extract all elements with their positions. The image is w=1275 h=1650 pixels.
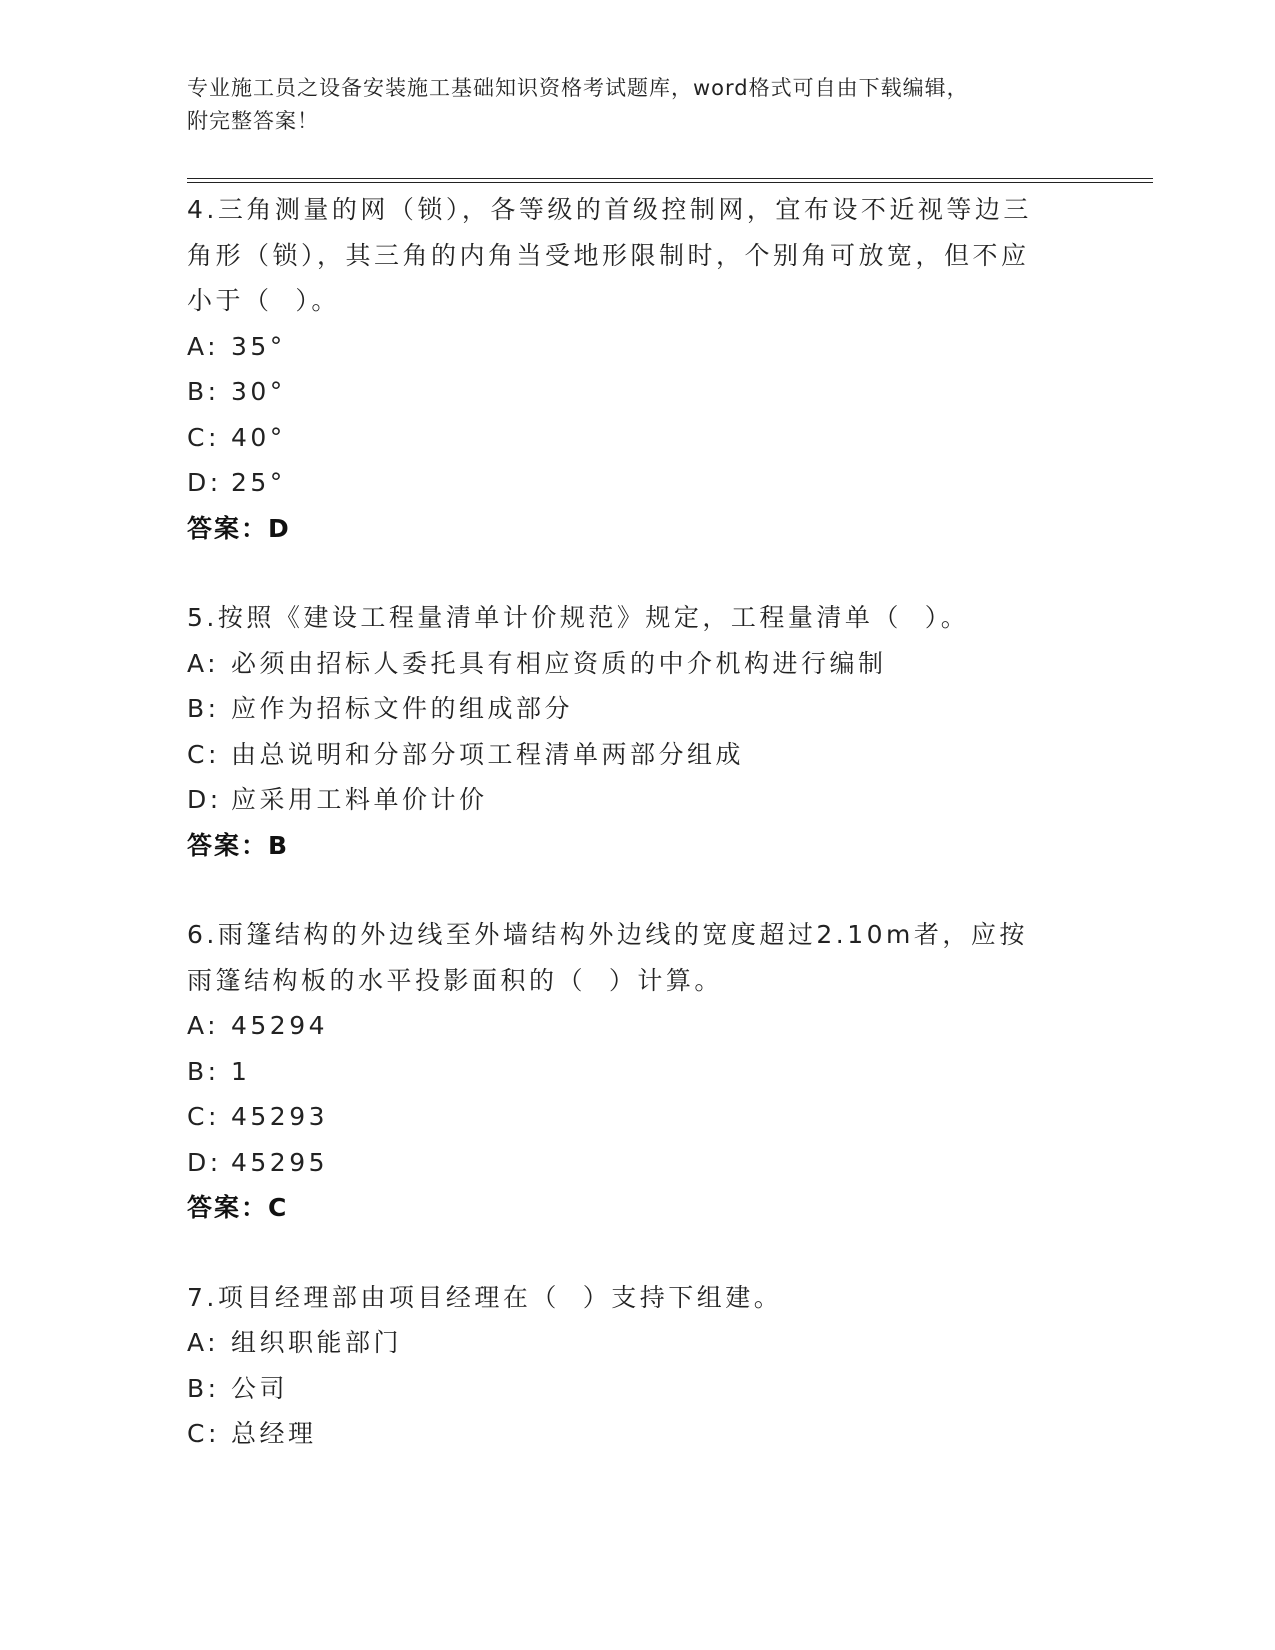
option-c <box>187 732 1067 778</box>
option-text: 45295 <box>231 1147 329 1177</box>
question-stem: 项目经理部由项目经理在（ ）支持下组建。 <box>217 1282 783 1312</box>
question-text <box>187 912 1032 1003</box>
answer-value: C <box>268 1193 287 1222</box>
option-letter: C: <box>187 1102 220 1131</box>
question-4 <box>187 187 1032 551</box>
option-text: 40° <box>231 422 286 452</box>
option-a <box>187 324 1032 370</box>
header-line-1: 专业施工员之设备安装施工基础知识资格考试题库，word格式可自由下载编辑， <box>187 76 969 100</box>
option-b <box>187 369 1032 415</box>
option-text: 组织职能部门 <box>231 1328 403 1357</box>
option-b <box>187 686 1067 732</box>
question-stem: 三角测量的网（锁），各等级的首级控制网，宜布设不近视等边三角形（锁），其三角的内角当受地形限制时，个别角可放宽，但不应小于（ ）。 <box>187 195 1032 315</box>
option-b <box>187 1366 1067 1412</box>
option-text: 45294 <box>231 1011 329 1040</box>
option-letter: A: <box>187 1328 220 1357</box>
option-letter: B: <box>187 377 220 406</box>
option-letter: D: <box>187 785 222 814</box>
option-c <box>187 1411 1067 1457</box>
answer-label: 答案： <box>187 1193 269 1222</box>
question-number: 5. <box>187 603 218 632</box>
option-a <box>187 641 1067 687</box>
option-letter: B: <box>187 1373 220 1403</box>
option-letter: D: <box>187 468 222 497</box>
option-letter: B: <box>187 1056 220 1086</box>
header-divider-bottom <box>187 182 1153 183</box>
option-text: 25° <box>231 468 286 497</box>
option-letter: C: <box>187 1419 220 1448</box>
option-c <box>187 1094 1032 1140</box>
answer-value: D <box>268 513 289 543</box>
option-text: 30° <box>231 377 286 406</box>
option-text: 应作为招标文件的组成部分 <box>231 694 574 723</box>
answer-line <box>187 823 1067 869</box>
question-text <box>187 1275 1067 1321</box>
option-text: 1 <box>231 1056 251 1086</box>
question-5 <box>187 595 1067 868</box>
option-d <box>187 777 1067 823</box>
option-letter: A: <box>187 1011 220 1040</box>
question-number: 7. <box>187 1282 218 1312</box>
option-letter: C: <box>187 422 220 452</box>
question-text <box>187 187 1032 324</box>
option-d <box>187 1140 1032 1186</box>
header-divider-top <box>187 178 1153 179</box>
answer-line <box>187 506 1032 552</box>
option-text: 应采用工料单价计价 <box>231 785 488 814</box>
answer-value: B <box>268 830 288 860</box>
option-letter: A: <box>187 331 220 361</box>
answer-line <box>187 1185 1032 1231</box>
option-a <box>187 1003 1032 1049</box>
option-letter: A: <box>187 648 220 678</box>
option-text: 必须由招标人委托具有相应资质的中介机构进行编制 <box>231 648 887 678</box>
option-d <box>187 460 1032 506</box>
question-text <box>187 595 1067 641</box>
option-text: 由总说明和分部分项工程清单两部分组成 <box>231 739 745 769</box>
option-text: 公司 <box>231 1373 289 1403</box>
question-stem: 按照《建设工程量清单计价规范》规定，工程量清单（ ）。 <box>217 603 970 632</box>
answer-label: 答案： <box>187 513 269 543</box>
question-stem: 雨篷结构的外边线至外墙结构外边线的宽度超过2.10m者，应按雨篷结构板的水平投影面积的（ ）计算。 <box>187 920 1028 995</box>
option-text: 45293 <box>231 1102 329 1131</box>
question-7 <box>187 1275 1067 1457</box>
option-a <box>187 1320 1067 1366</box>
option-c <box>187 415 1032 461</box>
option-letter: D: <box>187 1147 222 1177</box>
document-header <box>187 72 1067 138</box>
option-letter: B: <box>187 694 220 723</box>
question-number: 6. <box>187 920 218 949</box>
answer-label: 答案： <box>187 830 269 860</box>
question-6 <box>187 912 1032 1231</box>
question-number: 4. <box>187 195 218 224</box>
question-list <box>187 187 1067 1501</box>
option-letter: C: <box>187 739 220 769</box>
option-b <box>187 1049 1032 1095</box>
header-line-2: 附完整答案！ <box>187 109 319 133</box>
option-text: 35° <box>231 331 286 361</box>
option-text: 总经理 <box>231 1419 317 1448</box>
